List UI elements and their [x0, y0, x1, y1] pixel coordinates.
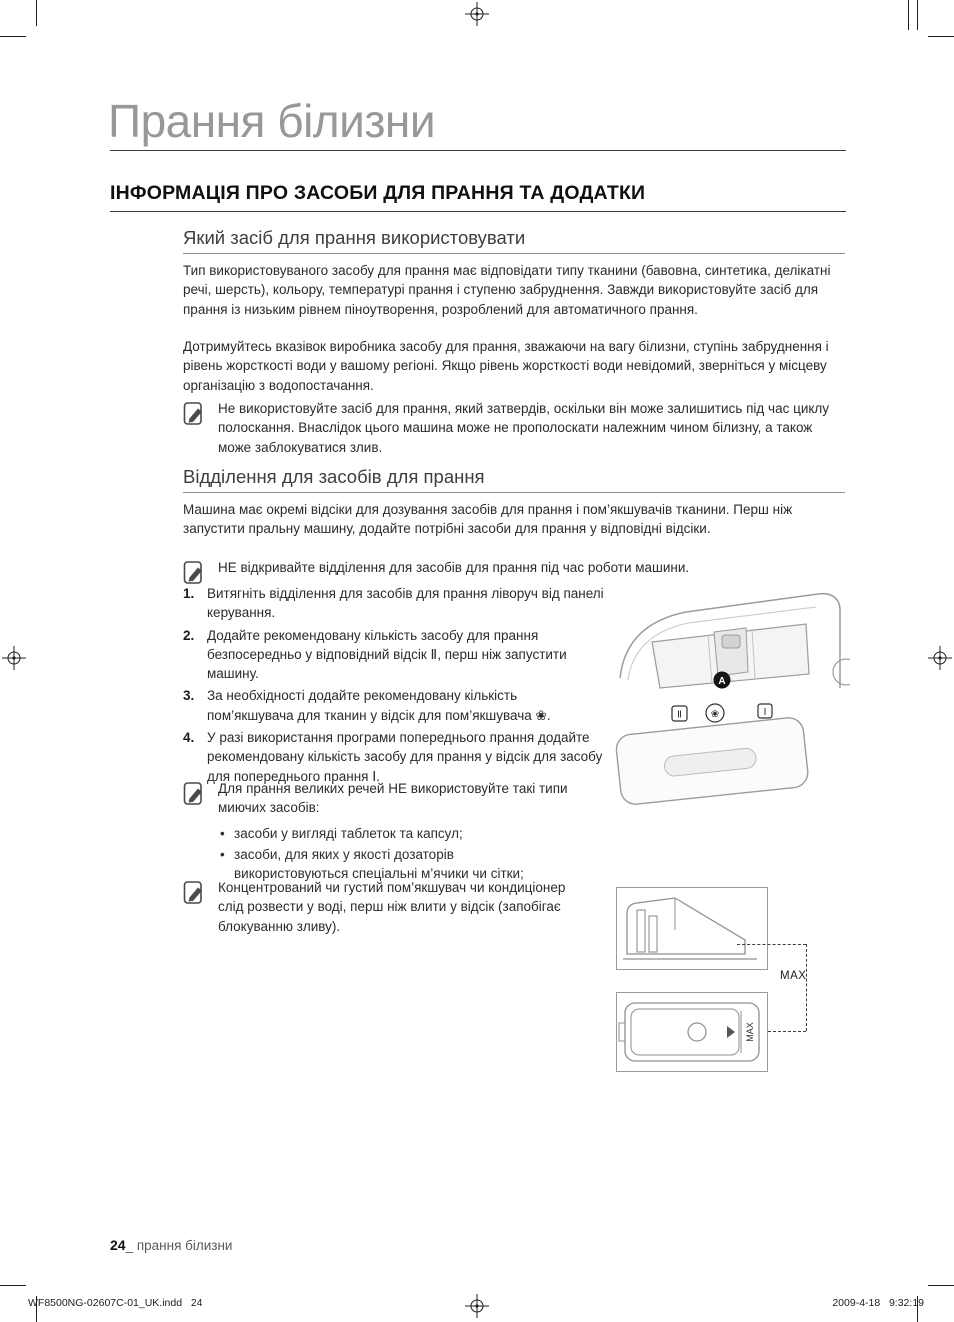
crop-mark: [0, 36, 26, 37]
step-text: Витягніть відділення для засобів для прання ліворуч від панелі керування.: [207, 586, 604, 621]
list-item: • засоби у вигляді таблеток та капсул;: [218, 824, 558, 843]
max-connector-line: [806, 944, 807, 1031]
numbered-steps: [183, 584, 605, 789]
section-title: ІНФОРМАЦІЯ ПРО ЗАСОБИ ДЛЯ ПРАННЯ ТА ДОДАТКИ: [110, 182, 646, 204]
note-text: Концентрований чи густий пом’якшувач чи кондиціонер слід розвести у воді, перш ніж влити у відсік (запобігає блокуванню зливу).: [218, 880, 566, 934]
section-rule: [110, 211, 846, 212]
registration-mark-bottom: [465, 1294, 489, 1318]
max-vertical-label: MAX: [745, 1022, 755, 1042]
step-number: 3.: [183, 688, 195, 704]
note-text: НЕ відкривайте відділення для засобів для прання під час роботи машини.: [218, 560, 690, 575]
symbol-main-wash: Ⅱ: [677, 709, 682, 721]
step-text: Додайте рекомендовану кількість засобу для прання безпосередньо у відповідний відсік Ⅱ, перш ніж запустити машину.: [207, 627, 567, 682]
page-number: 24: [110, 1237, 126, 1253]
step-3: [183, 686, 605, 725]
step-number: 4.: [183, 730, 195, 746]
softener-compartment-illustration: [616, 992, 768, 1072]
paragraph: Тип використовуваного засобу для прання має відповідати типу тканини (бавовна, синтетика, делікатні речі, шерсть), кольору, температурі прання і ступеню забруднення. Завжди використовуйте засіб для прання із низьким рівнем піноутворення, розроблений для автоматичного прання.: [183, 263, 831, 317]
max-connector-line: [737, 944, 806, 945]
crop-mark: [928, 36, 954, 37]
step-2: [183, 626, 605, 684]
crop-mark: [917, 0, 918, 30]
step-text: У разі використання програми попереднього прання додайте рекомендовану кількість засобу для прання у відсік для засобу для попереднього прання Ⅰ.: [207, 730, 603, 784]
subsection-title-which-detergent: Який засіб для прання використовувати: [183, 227, 526, 248]
detergent-type-list: [218, 824, 606, 884]
list-item: • засоби, для яких у якості дозаторів використовуються спеціальні м’ячики чи сітки;: [218, 845, 558, 884]
subsection-title-drawer: Відділення для засобів для прання: [183, 466, 485, 487]
footer-label: _ прання білизни: [125, 1238, 233, 1253]
symbol-softener: ❀: [710, 709, 720, 720]
note-text: Для прання великих речей НЕ використовуйте такі типи миючих засобів:: [218, 781, 568, 816]
note-pencil-icon: [183, 779, 207, 812]
drawer-front: [615, 716, 809, 805]
max-label: MAX: [780, 970, 807, 982]
step-1: [183, 584, 605, 623]
title-rule: [110, 150, 846, 151]
note-hardened-detergent: [183, 399, 836, 457]
print-file-info: WF8500NG-02607C-01_UK.indd 24: [28, 1297, 203, 1309]
print-timestamp: 2009-4-18 9:32:19: [832, 1297, 924, 1309]
symbol-prewash: Ⅰ: [763, 707, 767, 718]
paragraph: Дотримуйтесь вказівок виробника засобу для прання, зважаючи на вагу білизни, ступінь забруднення і рівень жорсткості води у вашому регіоні. Якщо рівень жорсткості води невідомий, зверніться у місцеву організацію з водопостачання.: [183, 339, 829, 393]
badge-a-label: A: [718, 676, 726, 687]
step-text: За необхідності додайте рекомендовану кількість пом’якшувача для тканин у відсік для пом’якшувача ❀.: [207, 688, 551, 723]
page-title: Прання білизни: [108, 95, 436, 147]
crop-mark: [928, 1285, 954, 1286]
page-footer: [110, 1237, 232, 1253]
step-number: 1.: [183, 586, 195, 601]
drawer-side-view-illustration: [616, 887, 768, 970]
step-4: [183, 728, 605, 786]
note-text: Не використовуйте засіб для прання, який затвердів, оскільки він може залишитись під час циклу полоскання. Внаслідок цього машина може не прополоскати належним чином білизну, а також може заблокуватися злив.: [218, 401, 830, 455]
detergent-drawer-illustration: [612, 580, 850, 812]
registration-mark-right: [928, 646, 952, 670]
paragraph: Машина має окремі відсіки для дозування засобів для прання і пом’якшувачів тканини. Перш ніж запустити пральну машину, додайте потрібні засоби для прання у відповідні відсіки.: [183, 502, 793, 537]
registration-mark-top: [465, 2, 489, 26]
crop-mark: [0, 1285, 26, 1286]
note-pencil-icon: [183, 399, 207, 432]
crop-mark: [908, 0, 909, 30]
subsection-rule: [183, 253, 845, 254]
subsection-rule: [183, 492, 845, 493]
registration-mark-left: [2, 646, 26, 670]
note-detergent-types: [183, 779, 606, 885]
step-number: 2.: [183, 627, 195, 643]
note-pencil-icon: [183, 878, 207, 911]
crop-mark: [36, 0, 37, 26]
note-concentrated-softener: [183, 878, 592, 936]
